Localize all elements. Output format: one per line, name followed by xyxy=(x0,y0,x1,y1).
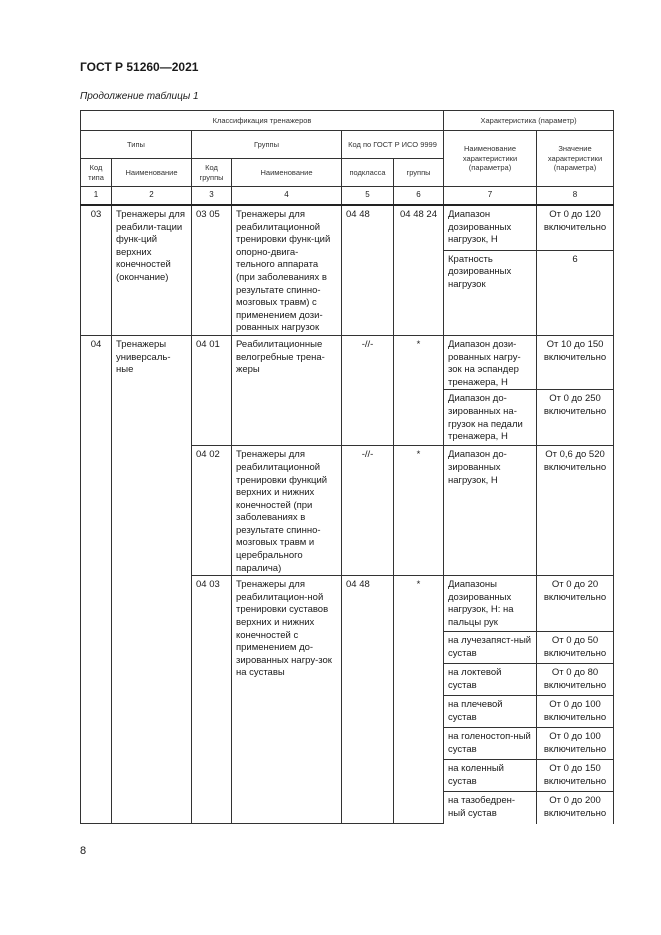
table-continuation-caption: Продолжение таблицы 1 xyxy=(80,91,199,102)
subclass-cell: 04 48 xyxy=(342,205,394,335)
group-code-cell: 04 03 xyxy=(192,576,232,824)
param-name-cell: на лучезапяст-ный сустав xyxy=(444,632,537,664)
header-type-code: Код типа xyxy=(81,159,112,187)
param-value-cell: От 0 до 50 включительно xyxy=(537,632,614,664)
page-number: 8 xyxy=(80,845,87,857)
col-number: 3 xyxy=(192,187,232,206)
header-subclass: подкласса xyxy=(342,159,394,187)
type-code-cell: 04 xyxy=(81,335,112,823)
group-name-cell: Тренажеры для реабилитационной тренировки функ-ций опорно-двига-тельного аппарата (при заболеваниях в результате спинно-мозговых травм) с применением дози-рованных нагрузок xyxy=(232,205,342,335)
header-group-code: Код группы xyxy=(192,159,232,187)
group-cell: * xyxy=(394,576,444,824)
group-code-cell: 04 02 xyxy=(192,446,232,576)
col-number: 4 xyxy=(232,187,342,206)
param-name-cell: Диапазон до-зированных на-грузок на педали тренажера, Н xyxy=(444,390,537,446)
standard-title: ГОСТ Р 51260—2021 xyxy=(80,60,199,74)
col-number: 6 xyxy=(394,187,444,206)
param-name-cell: Диапазон дози-рованных нагру-зок на эспандер тренажера, Н xyxy=(444,335,537,389)
group-name-cell: Тренажеры для реабилитацион-ной тренировки суставов верхних и нижних конечностей с применением до-зированных нагру-зок на суставы xyxy=(232,576,342,824)
param-value-cell: От 0,6 до 520 включительно xyxy=(537,446,614,576)
header-classification: Классификация тренажеров xyxy=(81,111,444,131)
header-characteristic: Характеристика (параметр) xyxy=(444,111,614,131)
group-name-cell: Тренажеры для реабилитационной тренировки функций верхних и нижних конечностей (при заболеваниях в результате спинно-мозговых травм и церебрального паралича) xyxy=(232,446,342,576)
param-name-cell: Кратность дозированных нагрузок xyxy=(444,250,537,335)
param-value-cell: От 0 до 100 включительно xyxy=(537,728,614,760)
param-value-cell: От 0 до 200 включительно xyxy=(537,792,614,824)
type-name-cell: Тренажеры универсаль-ные xyxy=(112,335,192,823)
param-value-cell: От 10 до 150 включительно xyxy=(537,335,614,389)
header-groups: Группы xyxy=(192,131,342,159)
group-name-cell: Реабилитационные велогребные трена-жеры xyxy=(232,335,342,445)
col-number: 8 xyxy=(537,187,614,206)
header-types: Типы xyxy=(81,131,192,159)
table-body xyxy=(81,205,614,824)
header-char-value: Значение характеристики (параметра) xyxy=(537,131,614,187)
subclass-cell: -//- xyxy=(342,335,394,445)
group-code-cell: 04 01 xyxy=(192,335,232,445)
table-row xyxy=(81,205,614,250)
param-name-cell: на локтевой сустав xyxy=(444,664,537,696)
param-name-cell: Диапазоны дозированных нагрузок, Н: на пальцы рук xyxy=(444,576,537,632)
header-gost-code: Код по ГОСТ Р ИСО 9999 xyxy=(342,131,444,159)
param-name-cell: на плечевой сустав xyxy=(444,696,537,728)
group-cell: * xyxy=(394,446,444,576)
header-group: группы xyxy=(394,159,444,187)
param-name-cell: на коленный сустав xyxy=(444,760,537,792)
header-group-name: Наименование xyxy=(232,159,342,187)
param-value-cell: 6 xyxy=(537,250,614,335)
param-name-cell: на голеностоп-ный сустав xyxy=(444,728,537,760)
param-value-cell: От 0 до 120 включительно xyxy=(537,205,614,250)
table-header xyxy=(81,111,614,206)
col-number: 2 xyxy=(112,187,192,206)
param-name-cell: Диапазон дозированных нагрузок, Н xyxy=(444,205,537,250)
param-value-cell: От 0 до 250 включительно xyxy=(537,390,614,446)
subclass-cell: 04 48 xyxy=(342,576,394,824)
group-code-cell: 03 05 xyxy=(192,205,232,335)
col-number: 1 xyxy=(81,187,112,206)
group-cell: 04 48 24 xyxy=(394,205,444,335)
param-value-cell: От 0 до 20 включительно xyxy=(537,576,614,632)
col-number: 7 xyxy=(444,187,537,206)
param-name-cell: на тазобедрен-ный сустав xyxy=(444,792,537,824)
group-cell: * xyxy=(394,335,444,445)
header-char-name: Наименование характеристики (параметра) xyxy=(444,131,537,187)
param-name-cell: Диапазон до-зированных нагрузок, Н xyxy=(444,446,537,576)
param-value-cell: От 0 до 150 включительно xyxy=(537,760,614,792)
subclass-cell: -//- xyxy=(342,446,394,576)
col-number: 5 xyxy=(342,187,394,206)
type-code-cell: 03 xyxy=(81,205,112,335)
param-value-cell: От 0 до 100 включительно xyxy=(537,696,614,728)
classification-table xyxy=(80,110,614,824)
type-name-cell: Тренажеры для реабили-тации функ-ций верхних конечностей (окончание) xyxy=(112,205,192,335)
param-value-cell: От 0 до 80 включительно xyxy=(537,664,614,696)
table-row xyxy=(81,335,614,389)
header-type-name: Наименование xyxy=(112,159,192,187)
